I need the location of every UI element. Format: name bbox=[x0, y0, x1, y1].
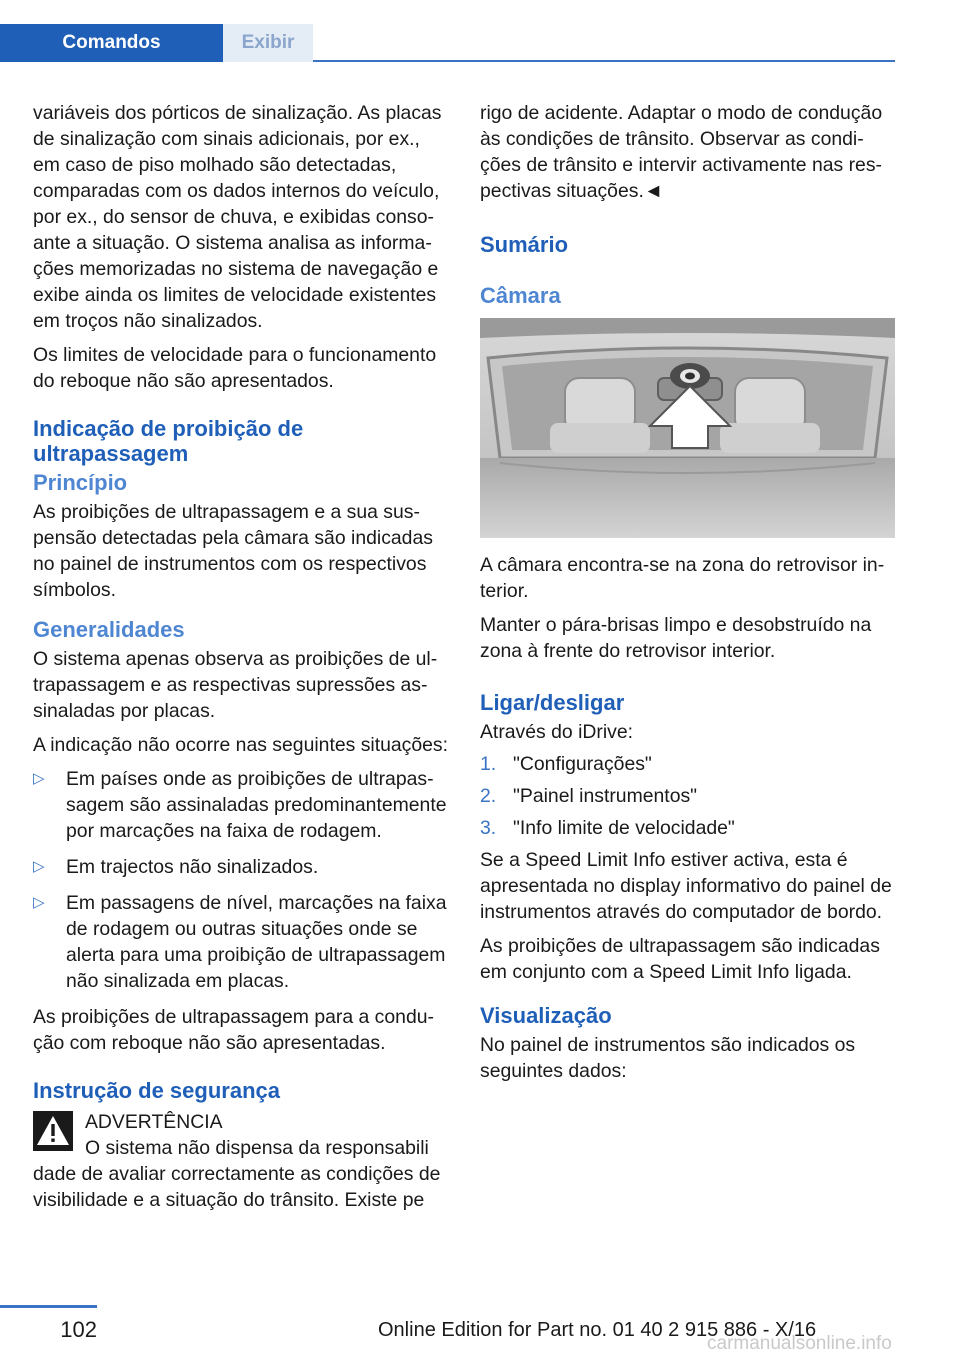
paragraph-speed-limit-active: Se a Speed Limit Info estiver activa, esta é apresentada no display informativo do painel de instrumentos através do computador de bordo. bbox=[480, 849, 892, 923]
paragraph-trailer-limits: Os limites de velocidade para o funcionamento do reboque não são apresentados. bbox=[33, 344, 437, 392]
warning-text-continued: dade de avaliar correctamente as condições de visibilidade e a situação do trânsito. Existe pe bbox=[33, 1163, 441, 1211]
triangle-bullet-icon: ▷ bbox=[33, 894, 45, 911]
heading-display: Visualização bbox=[480, 1003, 612, 1028]
paragraph-trailer-overtaking: As proibições de ultrapassagem para a condução com reboque não são apresentadas. bbox=[33, 1006, 434, 1054]
paragraph-idrive: Através do iDrive: bbox=[480, 721, 634, 743]
warning-box bbox=[33, 1109, 449, 1213]
edition-note: Online Edition for Part no. 01 40 2 915 886 - X/16 bbox=[378, 1319, 817, 1341]
page-number: 102 bbox=[60, 1317, 97, 1342]
list-item: 3. "Info limite de velocidade" bbox=[480, 817, 735, 839]
chapter-tab-bar bbox=[0, 24, 895, 62]
heading-overtaking: Indicação de proibição de ultrapassagem bbox=[33, 416, 304, 466]
list-item: 1. "Configurações" bbox=[480, 753, 652, 775]
warning-triangle-icon bbox=[33, 1111, 73, 1151]
left-column bbox=[33, 100, 449, 1213]
list-item: ▷ Em países onde as proibições de ultrapassagem são assinaladas predominantemente por marcações na faixa de rodagem. bbox=[33, 768, 447, 842]
camera-location-photo bbox=[480, 318, 895, 538]
heading-general: Generalidades bbox=[33, 617, 185, 642]
paragraph-general-1: O sistema apenas observa as proibições de ultrapassagem e as respectivas supressões assinaladas por placas. bbox=[33, 648, 438, 722]
watermark: carmanualsonline.info bbox=[707, 1333, 892, 1354]
heading-safety: Instrução de segurança bbox=[33, 1078, 280, 1103]
heading-camera: Câmara bbox=[480, 283, 561, 308]
warning-label: ADVERTÊNCIA bbox=[85, 1111, 223, 1133]
footer-rule bbox=[0, 1305, 97, 1308]
paragraph-general-2: A indicação não ocorre nas seguintes situações: bbox=[33, 734, 449, 756]
triangle-bullet-icon: ▷ bbox=[33, 858, 45, 875]
list-item: 2. "Painel instrumentos" bbox=[480, 785, 698, 807]
paragraph-camera-clean: Manter o pára-brisas limpo e desobstruído na zona à frente do retrovisor interior. bbox=[480, 614, 872, 662]
steps-list bbox=[480, 751, 896, 841]
tab-exibir[interactable]: Exibir bbox=[223, 24, 313, 62]
heading-onoff: Ligar/desligar bbox=[480, 690, 625, 715]
paragraph-display: No painel de instrumentos são indicados os seguintes dados: bbox=[480, 1034, 856, 1082]
heading-summary: Sumário bbox=[480, 232, 569, 257]
heading-principle: Princípio bbox=[33, 470, 128, 495]
paragraph-overtaking-shown: As proibições de ultrapassagem são indicadas em conjunto com a Speed Limit Info ligada. bbox=[480, 935, 880, 983]
paragraph-warning-continued: rigo de acidente. Adaptar o modo de condução às condições de trânsito. Observar as condições de trânsito e intervir activamente nas respectivas situações.◄ bbox=[480, 102, 883, 202]
list-item: ▷ Em trajectos não sinalizados. bbox=[33, 856, 319, 878]
warning-text: ADVERTÊNCIA O sistema não dispensa da responsabili bbox=[85, 1109, 449, 1161]
right-column bbox=[480, 100, 896, 1092]
list-item: ▷ Em passagens de nível, marcações na faixa de rodagem ou outras situações onde se alerta para uma proibição de ultrapassagem não sinalizada em placas. bbox=[33, 892, 447, 992]
paragraph-signs: variáveis dos pórticos de sinalização. As placas de sinalização com sinais adicionais, por ex., em caso de piso molhado são detectadas, comparadas com os dados internos do veículo, por ex., do sensor de chuva, e exibidas consoante a situação. O sistema analisa as informações memorizadas no sistema de navegação e exibe ainda os limites de velocidade existentes em troços não sinalizados. bbox=[33, 102, 442, 332]
triangle-bullet-icon: ▷ bbox=[33, 770, 45, 787]
paragraph-camera-location: A câmara encontra-se na zona do retrovisor interior. bbox=[480, 554, 885, 602]
situations-list bbox=[33, 766, 449, 994]
tab-comandos[interactable]: Comandos bbox=[0, 24, 223, 62]
paragraph-principle: As proibições de ultrapassagem e a sua suspensão detectadas pela câmara são indicadas no painel de instrumentos com os respectivos símbolos. bbox=[33, 501, 433, 601]
